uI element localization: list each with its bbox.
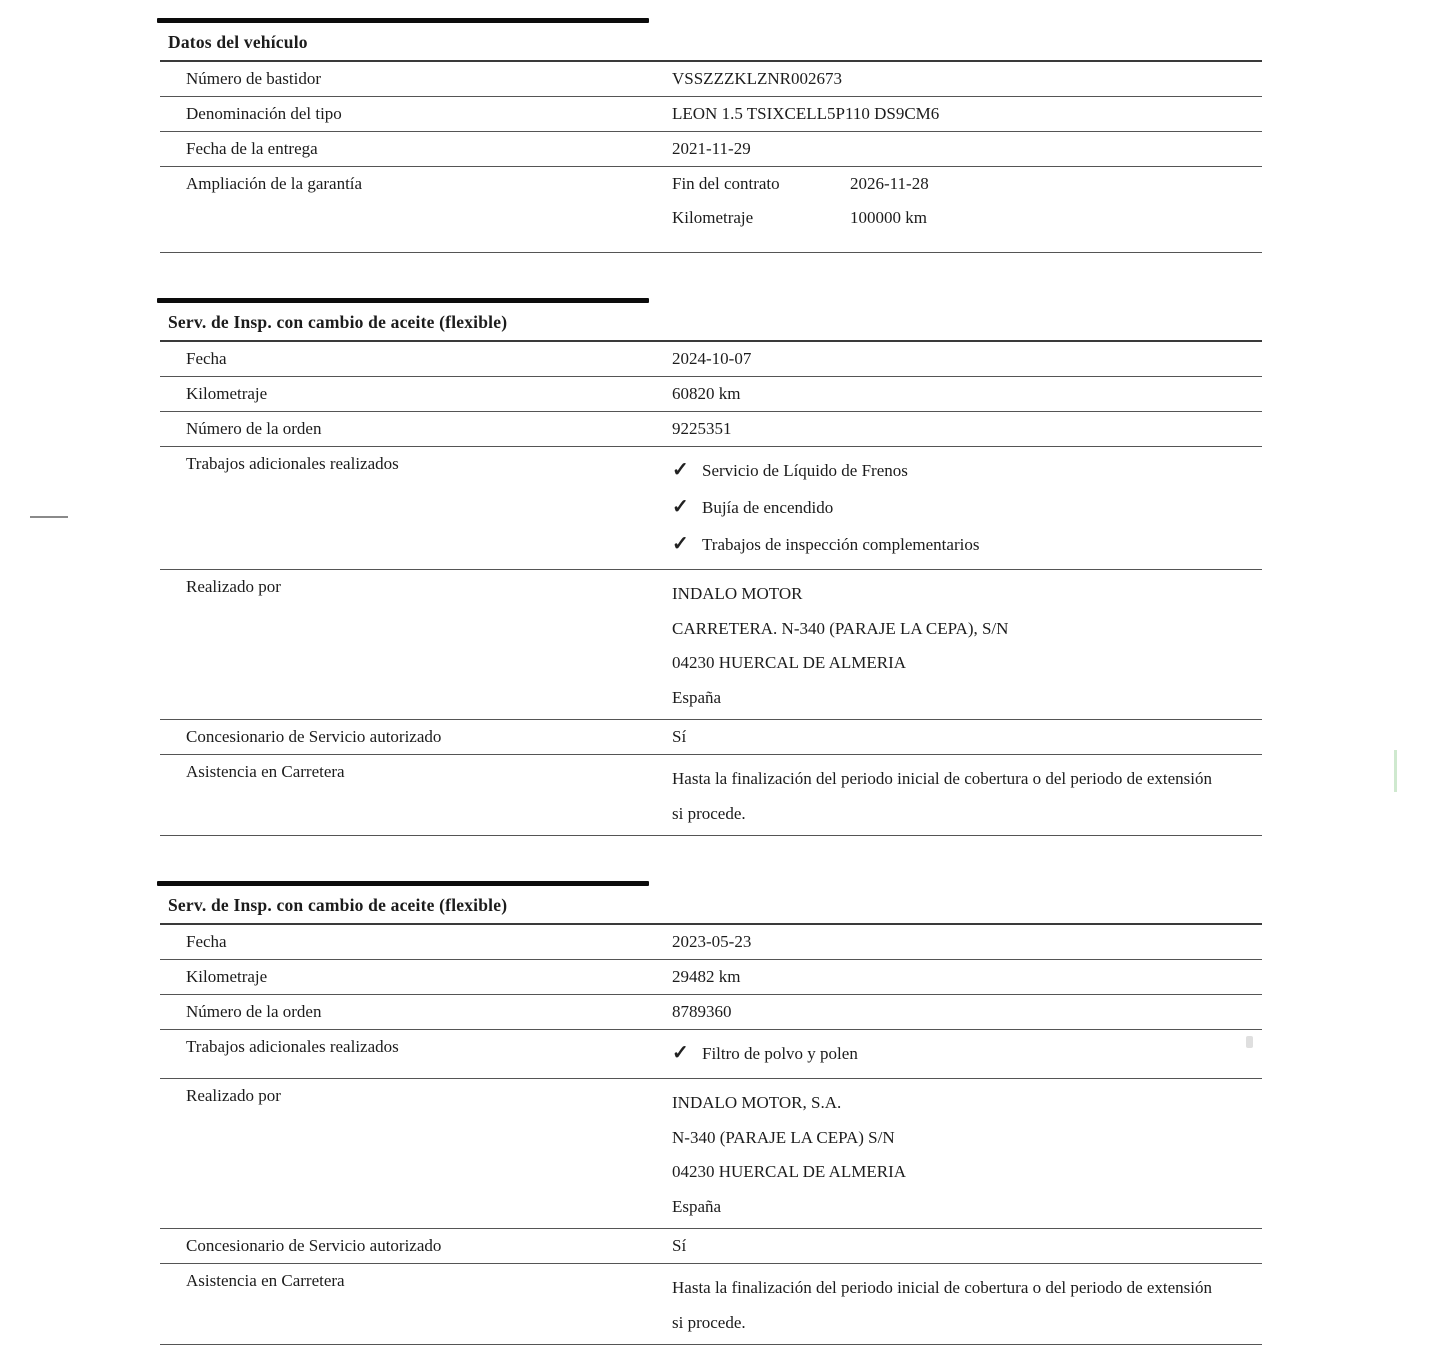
table-row <box>160 97 1262 132</box>
check-icon: ✓ <box>672 496 689 518</box>
table-row <box>160 167 1262 253</box>
check-list-item <box>672 491 1254 528</box>
row-label: Concesionario de Servicio autorizado <box>186 727 442 746</box>
section-title: Serv. de Insp. con cambio de aceite (flexible) <box>160 886 1262 925</box>
row-label: Fecha <box>186 932 227 951</box>
check-icon: ✓ <box>672 533 689 555</box>
row-label: Número de bastidor <box>186 69 322 88</box>
row-label: Concesionario de Servicio autorizado <box>186 1236 442 1255</box>
row-value: 60820 km <box>672 384 741 403</box>
row-label: Ampliación de la garantía <box>186 174 363 193</box>
row-label: Denominación del tipo <box>186 104 342 123</box>
check-icon: ✓ <box>672 1042 689 1064</box>
table-row <box>160 447 1262 570</box>
row-label: Kilometraje <box>186 384 268 403</box>
row-label: Número de la orden <box>186 419 322 438</box>
table-row <box>160 62 1262 97</box>
table-row <box>160 925 1262 960</box>
pair-key: Fin del contrato <box>672 174 780 193</box>
table-row <box>160 412 1262 447</box>
table-row <box>160 1229 1262 1264</box>
table-row <box>160 570 1262 720</box>
row-value <box>672 1079 1262 1228</box>
row-value: 9225351 <box>672 419 732 438</box>
key-value-pair <box>672 174 1254 208</box>
row-label: Realizado por <box>186 577 281 596</box>
row-value <box>672 1030 1262 1078</box>
pair-value: 100000 km <box>850 208 927 227</box>
section-vehicle-data <box>160 18 1262 253</box>
row-value: VSSZZZKLZNR002673 <box>672 69 842 88</box>
address-line: INDALO MOTOR, S.A. <box>672 1093 842 1112</box>
scan-artifact-green-line <box>1394 750 1397 792</box>
row-value <box>672 167 1262 252</box>
check-list-item <box>672 454 1254 491</box>
table-row <box>160 1030 1262 1079</box>
address-line: CARRETERA. N-340 (PARAJE LA CEPA), S/N <box>672 618 1009 638</box>
table-row <box>160 132 1262 167</box>
note-line: si procede. <box>672 1312 746 1332</box>
row-value: 8789360 <box>672 1002 732 1021</box>
row-value: 2023-05-23 <box>672 932 752 951</box>
pair-value: 2026-11-28 <box>850 174 929 193</box>
row-value: Sí <box>672 727 687 746</box>
row-value: Sí <box>672 1236 687 1255</box>
table-row <box>160 720 1262 755</box>
check-item-label: Bujía de encendido <box>702 498 834 517</box>
row-label: Fecha de la entrega <box>186 139 318 158</box>
note-line: si procede. <box>672 803 746 823</box>
scan-artifact-margin-dash <box>30 516 68 518</box>
check-item-label: Filtro de polvo y polen <box>702 1044 858 1063</box>
table-row <box>160 1264 1262 1345</box>
key-value-pair <box>672 208 1254 242</box>
check-list-item <box>672 1037 1254 1074</box>
row-value <box>672 1264 1262 1344</box>
address-line: España <box>672 687 722 707</box>
note-line: Hasta la finalización del periodo inicial de cobertura o del periodo de extensión <box>672 1278 1213 1297</box>
check-item-label: Trabajos de inspección complementarios <box>702 535 980 554</box>
check-list-item <box>672 528 1254 565</box>
row-label: Fecha <box>186 349 227 368</box>
scan-artifact-speck <box>1246 1036 1253 1048</box>
row-value: 2024-10-07 <box>672 349 752 368</box>
section-service-2024 <box>160 298 1262 836</box>
section-title: Datos del vehículo <box>160 23 1262 62</box>
row-value: 29482 km <box>672 967 741 986</box>
check-icon: ✓ <box>672 459 689 481</box>
table-row <box>160 960 1262 995</box>
check-item-label: Servicio de Líquido de Frenos <box>702 461 908 480</box>
row-value <box>672 447 1262 569</box>
address-line: 04230 HUERCAL DE ALMERIA <box>672 1162 907 1181</box>
address-line: España <box>672 1196 722 1216</box>
row-value <box>672 755 1262 835</box>
row-label: Asistencia en Carretera <box>186 1271 345 1290</box>
row-label: Trabajos adicionales realizados <box>186 454 399 473</box>
address-line: N-340 (PARAJE LA CEPA) S/N <box>672 1127 895 1147</box>
row-label: Trabajos adicionales realizados <box>186 1037 399 1056</box>
table-row <box>160 1079 1262 1229</box>
row-label: Asistencia en Carretera <box>186 762 345 781</box>
section-title: Serv. de Insp. con cambio de aceite (flexible) <box>160 303 1262 342</box>
table-row <box>160 995 1262 1030</box>
address-line: INDALO MOTOR <box>672 584 803 603</box>
row-value: LEON 1.5 TSIXCELL5P110 DS9CM6 <box>672 104 940 123</box>
pair-key: Kilometraje <box>672 208 754 227</box>
section-service-2023 <box>160 881 1262 1345</box>
note-line: Hasta la finalización del periodo inicial de cobertura o del periodo de extensión <box>672 769 1213 788</box>
row-value <box>672 570 1262 719</box>
row-label: Realizado por <box>186 1086 281 1105</box>
table-row <box>160 377 1262 412</box>
table-row <box>160 342 1262 377</box>
row-value: 2021-11-29 <box>672 139 751 158</box>
address-line: 04230 HUERCAL DE ALMERIA <box>672 653 907 672</box>
row-label: Número de la orden <box>186 1002 322 1021</box>
row-label: Kilometraje <box>186 967 268 986</box>
table-row <box>160 755 1262 836</box>
